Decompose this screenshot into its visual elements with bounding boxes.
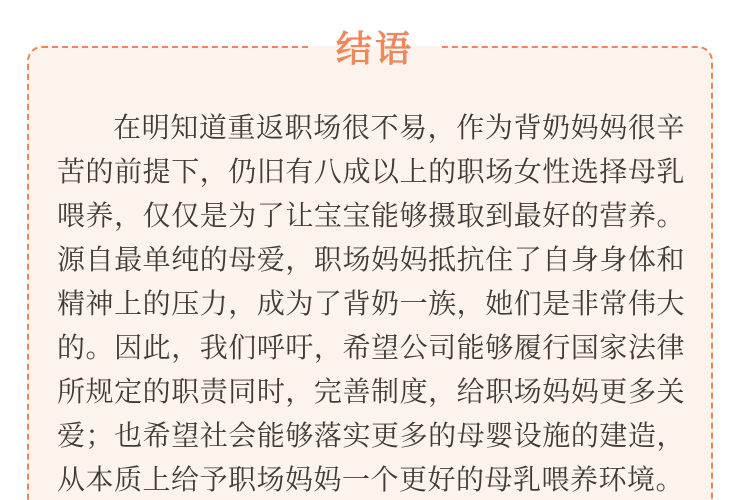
conclusion-paragraph: 在明知道重返职场很不易，作为背奶妈妈很辛苦的前提下，仍旧有八成以上的职场女性选择母乳喂养，仅仅是为了让宝宝能够摄取到最好的营养。源自最单纯的母爱，职场妈妈抵抗住了自身身体和精神上的压力，成为了背奶一族，她们是非常伟大的。因此，我们呼吁，希望公司能够履行国家法律所规定的职责同时，完善制度，给职场妈妈更多关爱；也希望社会能够落实更多的母婴设施的建造，从本质上给予职场妈妈一个更好的母乳喂养环境。 — [57, 112, 685, 495]
conclusion-card — [27, 46, 713, 500]
section-title: 结语 — [308, 24, 442, 68]
